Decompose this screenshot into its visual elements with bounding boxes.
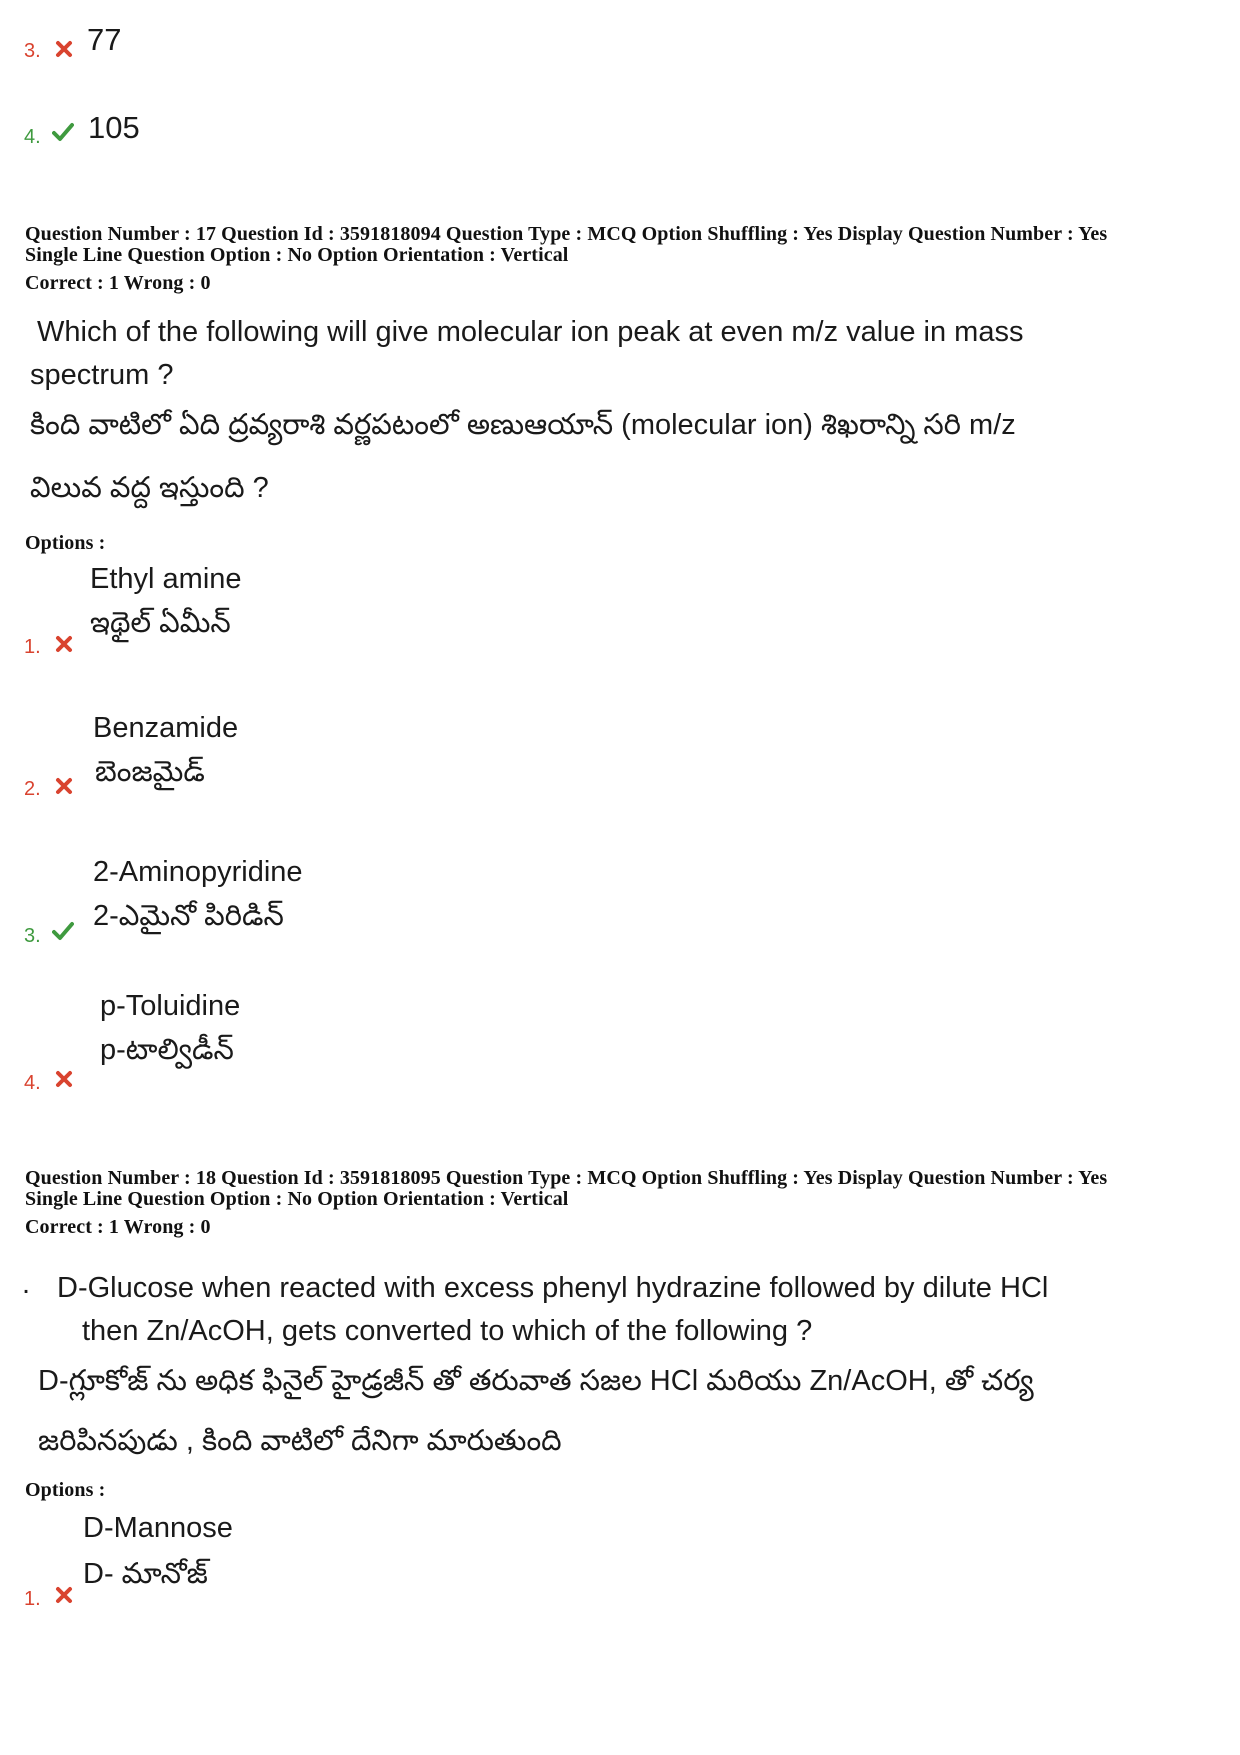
wrong-cross-icon xyxy=(53,1584,75,1606)
question-meta-line1: Question Number : 18 Question Id : 3591818095 Question Type : MCQ Option Shuffling : Yes Display Question Number : Yes xyxy=(25,1167,1108,1189)
option-text-en: Benzamide xyxy=(93,712,239,744)
wrong-cross-icon xyxy=(53,1068,75,1090)
option-number: 3. xyxy=(24,925,41,947)
correct-check-icon xyxy=(52,920,74,942)
option-number: 1. xyxy=(24,1588,41,1610)
question-text-en: then Zn/AcOH, gets converted to which of the following ? xyxy=(82,1315,813,1347)
wrong-cross-icon xyxy=(53,633,75,655)
option-text-en: 2-Aminopyridine xyxy=(93,856,303,888)
option-text-en: p-Toluidine xyxy=(100,990,241,1022)
question-meta-line1: Question Number : 17 Question Id : 3591818094 Question Type : MCQ Option Shuffling : Yes Display Question Number : Yes xyxy=(25,223,1108,245)
question-score: Correct : 1 Wrong : 0 xyxy=(25,272,211,294)
question-text-te: విలువ వద్ద ఇస్తుంది ? xyxy=(30,472,269,504)
question-text-te: D-గ్లూకోజ్ ను అధిక ఫినైల్ హైడ్రజీన్ తో తరువాత సజల HCl మరియు Zn/AcOH, తో చర్య xyxy=(38,1365,1034,1397)
question-text-te: జరిపినపుడు , కింది వాటిలో దేనిగా మారుతుంది xyxy=(38,1425,562,1457)
option-text: 105 xyxy=(88,110,140,145)
option-number: 4. xyxy=(24,1072,41,1094)
options-label: Options : xyxy=(25,532,106,554)
option-number: 4. xyxy=(24,126,41,148)
option-text-te: D- మానోజ్ xyxy=(83,1558,208,1590)
option-text-te: ఇథైల్ ఏమీన్ xyxy=(90,607,231,639)
question-meta-line2: Single Line Question Option : No Option Orientation : Vertical xyxy=(25,1188,569,1210)
question-text-te: కింది వాటిలో ఏది ద్రవ్యరాశి వర్ణపటంలో అణుఆయాన్ (molecular ion) శిఖరాన్ని సరి m/z xyxy=(30,409,1016,441)
options-label: Options : xyxy=(25,1479,106,1501)
option-text-te: 2-ఎమైనో పిరిడిన్ xyxy=(93,900,284,932)
question-meta-line2: Single Line Question Option : No Option Orientation : Vertical xyxy=(25,244,569,266)
wrong-cross-icon xyxy=(53,38,75,60)
option-text: 77 xyxy=(87,22,122,57)
question-text-en: D-Glucose when reacted with excess phenyl hydrazine followed by dilute HCl xyxy=(57,1272,1049,1304)
option-text-en: Ethyl amine xyxy=(90,563,242,595)
option-number: 2. xyxy=(24,778,41,800)
correct-check-icon xyxy=(52,121,74,143)
option-number: 1. xyxy=(24,636,41,658)
wrong-cross-icon xyxy=(53,775,75,797)
question-score: Correct : 1 Wrong : 0 xyxy=(25,1216,211,1238)
option-number: 3. xyxy=(24,40,41,62)
question-bullet: . xyxy=(22,1268,31,1300)
option-text-te: p-టాల్విడీన్ xyxy=(100,1034,234,1066)
option-text-en: D-Mannose xyxy=(83,1512,233,1544)
option-text-te: బెంజమైడ్ xyxy=(95,756,205,788)
question-text-en: Which of the following will give molecular ion peak at even m/z value in mass xyxy=(37,316,1024,348)
question-text-en: spectrum ? xyxy=(30,359,174,391)
